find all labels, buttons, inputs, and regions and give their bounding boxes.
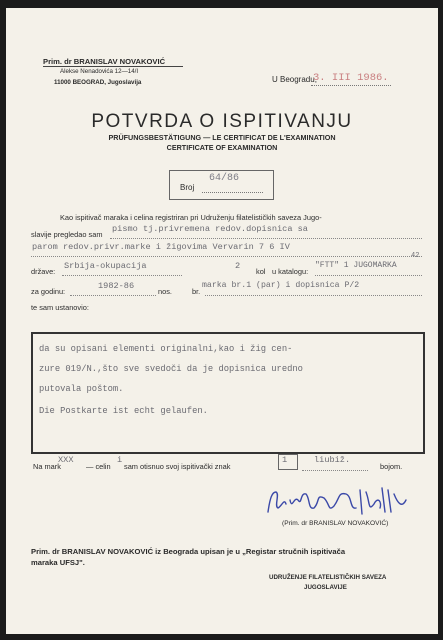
celin-label: — celin (86, 462, 111, 471)
certificate-number-box (169, 170, 274, 200)
examined-underline (110, 238, 422, 239)
country-underline (62, 275, 182, 276)
intro-text: Kao ispitivač maraka i celina registriran pri Udruženju filatelističkih saveza Jugo- (60, 213, 322, 222)
signature-name: (Prim. dr BRANISLAV NOVAKOVIĆ) (282, 520, 389, 527)
br-label: br. (192, 287, 201, 296)
header-rule (43, 66, 183, 67)
nos-label: nos. (158, 287, 172, 296)
year-label: za godinu: (31, 287, 66, 296)
document-subtitle-english: CERTIFICATE OF EXAMINATION (166, 143, 278, 152)
ink-suffix: bojom. (380, 462, 403, 471)
registry-statement: Prim. dr BRANISLAV NOVAKOVIĆ iz Beograda upisan je u „Registar stručnih ispitivača (31, 547, 346, 556)
issuer-address: Alekse Nenadovića 12—14/I (60, 68, 139, 75)
association-country: JUGOSLAVIJE (304, 584, 347, 591)
year-value: 1982-86 (98, 281, 135, 291)
handwritten-signature (264, 482, 414, 522)
established-label: te sam ustanovio: (31, 303, 89, 312)
country-label: državе: (31, 267, 56, 276)
mark-symbol-box (278, 454, 298, 470)
finding-line-2: zure 019/N.,što sve svedoči da je dopisnica uredno (39, 364, 303, 374)
number-label: Broj (180, 183, 195, 192)
examined-item: pismo tj.privremena redov.dopisnica sa (112, 224, 308, 234)
place-label: U Beogradu, (272, 75, 317, 84)
date-underline (311, 85, 391, 86)
country-value: Srbija-okupacija (64, 261, 147, 271)
position-underline (302, 470, 368, 471)
year-underline (70, 295, 156, 296)
celin-count: i (117, 455, 123, 465)
marking-prefix: Na mark (33, 462, 61, 471)
catalog-label: u katalogu: (272, 267, 309, 276)
registry-statement-cont: maraka UFSJ". (31, 558, 85, 567)
issue-date: 3. III 1986. (313, 72, 389, 84)
finding-box (31, 332, 425, 454)
examined-label: slavije pregledao sam (31, 230, 103, 239)
document-title: POTVRDA O ISPITIVANJU (91, 111, 353, 132)
catalog-note: 42 (411, 252, 420, 260)
certificate-sheet (6, 8, 438, 634)
mark-position: liubiž. (314, 455, 351, 465)
kol-value: 2 (235, 261, 241, 271)
br-value: marka br.1 (par) i dopisnica P/2 (202, 281, 360, 290)
kol-label: kol (256, 267, 266, 276)
document-subtitle: PRÜFUNGSBESTÄTIGUNG — LE CERTIFICAT DE L'EXAMINATION (108, 133, 336, 142)
catalog-value: "FTT" 1 JUGOMARKA (315, 261, 397, 270)
catalog-underline (315, 275, 422, 276)
issuer-name: Prim. dr BRANISLAV NOVAKOVIĆ (43, 57, 166, 66)
finding-line-1: da su opisani elementi originalni,kao i žig cen- (39, 344, 293, 354)
finding-line-4: Die Postkarte ist echt gelaufen. (39, 406, 208, 416)
br-underline (205, 295, 422, 296)
examined-item-cont: parom redov.privr.marke i žigovima Vervarin 7 6 IV (32, 242, 290, 252)
mark-symbol: 1 (282, 455, 288, 465)
item-underline-2 (31, 256, 422, 257)
finding-line-3: putovala poštom. (39, 384, 124, 394)
number-underline (202, 192, 263, 193)
association-name: UDRUŽENJE FILATELISTIČKIH SAVEZA (269, 574, 387, 581)
issuer-city: 11000 BEOGRAD, Jugoslavija (54, 79, 142, 86)
marking-count: XXX (58, 455, 74, 465)
certificate-number: 64/86 (209, 173, 240, 184)
marking-text: sam otisnuo svoj ispitivački znak (124, 462, 231, 471)
